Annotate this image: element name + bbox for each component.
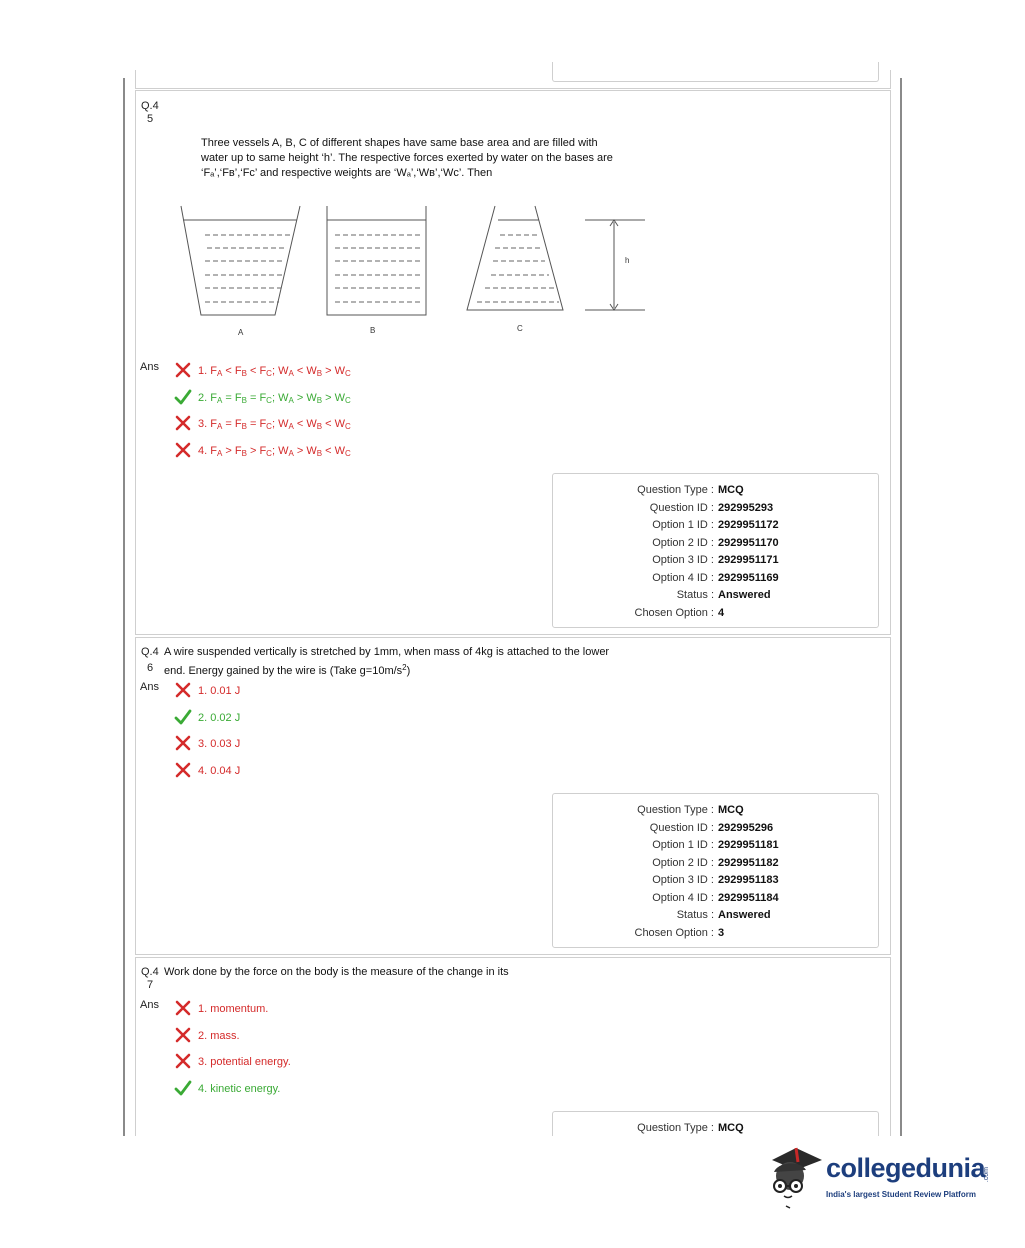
option-1: 1. momentum. bbox=[198, 1003, 269, 1015]
vessel-c bbox=[467, 206, 563, 310]
question-text: Work done by the force on the body is the measure of the change in its bbox=[164, 966, 509, 978]
wrong-mark-icon bbox=[174, 999, 192, 1017]
option-1: 1. $F_A < F_B < F_C$; $W_A < W_B > W_C$ bbox=[198, 365, 351, 378]
question-info-box: Question Type : MCQ Question ID : 292995296 Option 1 ID : 2929951181 Option 2 ID : 2929951182 Option 3 ID : 2929951183 Option 4 ID : 2929951184 Status : Answered Chosen Option : 3 bbox=[552, 793, 879, 948]
option-4: 4. kinetic energy. bbox=[198, 1083, 281, 1095]
option-1: 1. 0.01 J bbox=[198, 685, 241, 697]
option-3: 3. 0.03 J bbox=[198, 738, 241, 750]
collegedunia-mascot-icon bbox=[766, 1142, 826, 1212]
wrong-mark-icon bbox=[174, 1052, 192, 1070]
wrong-mark-icon bbox=[174, 681, 192, 699]
answer-label: Ans bbox=[140, 999, 159, 1011]
question-number: Q.4 7 bbox=[141, 966, 159, 991]
answer-label: Ans bbox=[140, 681, 159, 693]
logo-domain-suffix: .com bbox=[983, 1167, 990, 1183]
option-3: 3. $F_A = F_B = F_C$; $W_A < W_B < W_C$ bbox=[198, 418, 351, 431]
question-block-47 bbox=[135, 957, 891, 1136]
page-border-right bbox=[900, 78, 902, 1136]
option-2: 2. mass. bbox=[198, 1030, 240, 1042]
vessel-b-label: B bbox=[370, 326, 376, 335]
vessel-a-label: A bbox=[238, 328, 244, 337]
question-text: Three vessels A, B, C of different shapes have same base area and are filled with water up to same height ‘h’. The respective forces exerted by water on the bases are ‘Fₐ’,‘Fʙ’,‘Fᴄ’ and respective weights are ‘Wₐ’,‘Wʙ’,‘Wᴄ’. Then bbox=[201, 137, 613, 179]
option-2: 2. $F_A = F_B = F_C$; $W_A > W_B > W_C$ bbox=[198, 392, 351, 405]
option-4: 4. $F_A > F_B > F_C$; $W_A > W_B < W_C$ bbox=[198, 445, 351, 458]
height-label: h bbox=[625, 256, 630, 265]
vessel-c-label: C bbox=[517, 324, 523, 333]
wrong-mark-icon bbox=[174, 1026, 192, 1044]
question-number: Q.4 5 bbox=[141, 100, 159, 125]
option-3: 3. potential energy. bbox=[198, 1056, 291, 1068]
option-text-source bbox=[0, 0, 1, 1]
vessels-diagram bbox=[175, 198, 655, 323]
wrong-mark-icon bbox=[174, 414, 192, 432]
previous-info-box bbox=[552, 62, 879, 82]
answer-label: Ans bbox=[140, 361, 159, 373]
correct-check-icon bbox=[174, 388, 192, 406]
correct-check-icon bbox=[174, 708, 192, 726]
logo-tagline: India's largest Student Review Platform bbox=[826, 1190, 976, 1199]
question-text: A wire suspended vertically is stretched by 1mm, when mass of 4kg is attached to the lower end. Energy gained by the wire is (Take $g=10m/s^2$) bbox=[164, 646, 610, 677]
wrong-mark-icon bbox=[174, 761, 192, 779]
option-2: 2. 0.02 J bbox=[198, 712, 241, 724]
page-border-left bbox=[123, 78, 125, 1136]
wrong-mark-icon bbox=[174, 361, 192, 379]
question-info-box: Question Type : MCQ Question ID : 292995293 Option 1 ID : 2929951172 Option 2 ID : 2929951170 Option 3 ID : 2929951171 Option 4 ID : 2929951169 Status : Answered Chosen Option : 4 bbox=[552, 473, 879, 628]
correct-check-icon bbox=[174, 1079, 192, 1097]
question-info-box: Question Type : MCQ bbox=[552, 1111, 879, 1136]
question-number: Q.4 6 bbox=[141, 646, 159, 674]
wrong-mark-icon bbox=[174, 734, 192, 752]
option-4: 4. 0.04 J bbox=[198, 765, 241, 777]
wrong-mark-icon bbox=[174, 441, 192, 459]
collegedunia-logo: collegedunia bbox=[826, 1153, 986, 1183]
